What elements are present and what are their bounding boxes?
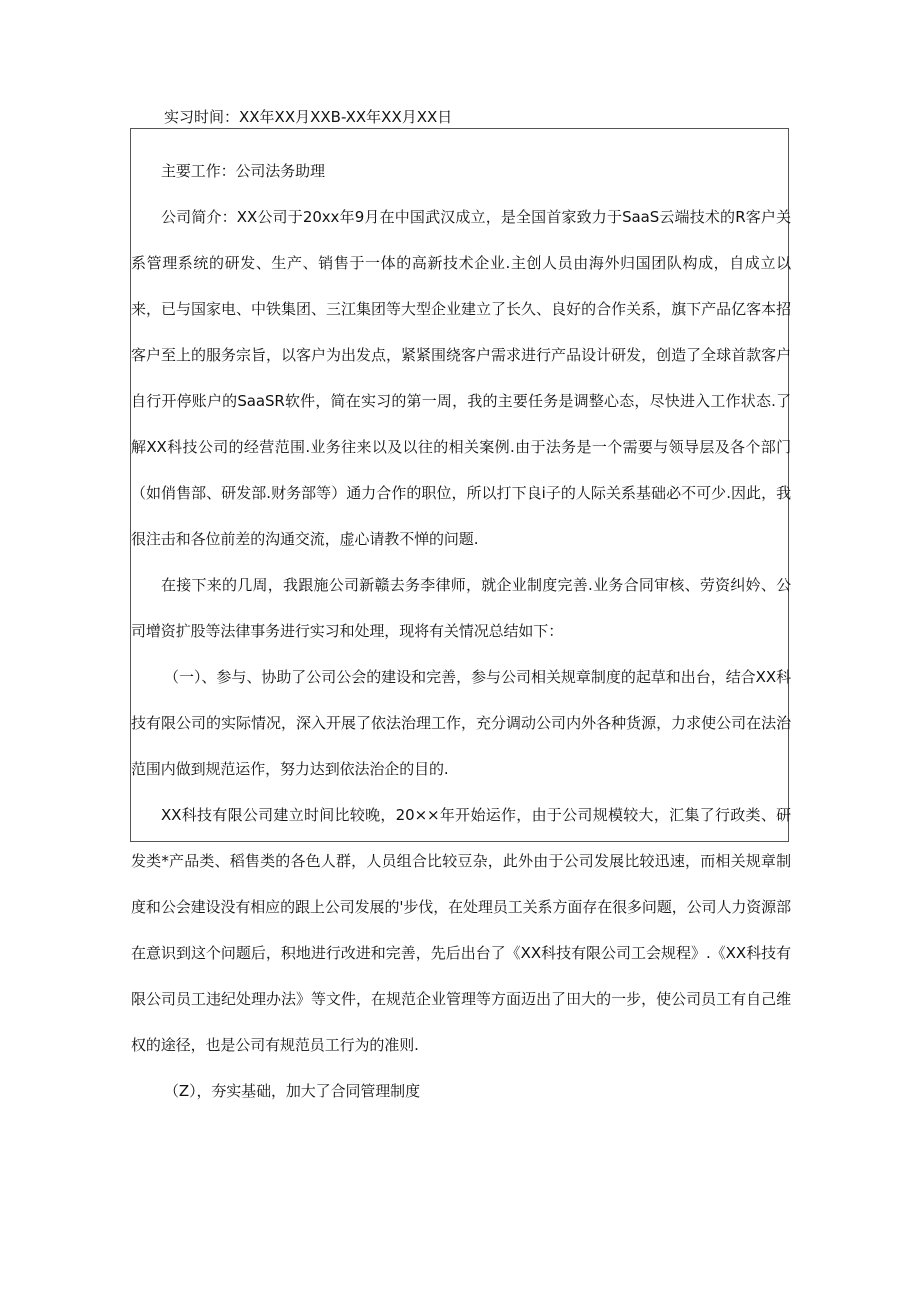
following-weeks-paragraph: 在接下来的几周，我跟施公司新赣去务李律师，就企业制度完善.业务合同审核、劳资纠妗、公司增资扩股等法律事务进行实习和处理，现将有关情况总结如下： — [131, 576, 791, 640]
item-two-paragraph: （Z），夯实基础，加大了合同管理制度 — [164, 1082, 420, 1100]
company-history-paragraph: XX科技有限公司建立时间比较晚，20××年开始运作，由于公司规模较大，汇集了行政类、研发类*产品类、稻售类的各色人群，人员组合比较豆杂，此外由于公司发展比较迅速，而相关规章制度和公会建设没有相应的跟上公司发展的'步伐，在处理员工关系方面存在很多问题，公司人力资源部在意识到这个问题后，积地进行改进和完善，先后出台了《XX科技有限公司工会规程》.《XX科技有限公司员工违纪处理办法》等文件，在规范企业管理等方面迈出了田大的一步，使公司员工有自己维权的途径，也是公司有规范员工行为的准则. — [131, 806, 791, 1054]
content-body — [131, 148, 791, 1114]
internship-time: 实习时间：XX年XX月XXB-XX年XX月XX日 — [164, 108, 453, 126]
company-intro-paragraph: 公司简介：XX公司于20xx年9月在中国武汉成立，是全国首家致力于SaaS云端技术的R客户关系管理系统的研发、生产、销售于一体的高新技术企业.主创人员由海外归国团队构成，自成立以来，已与国家电、中铁集团、三江集团等大型企业建立了长久、良好的合作关系，旗下产品亿客本招客户至上的服务宗旨，以客户为出发点，紧紧围绕客户需求进行产品设计研发，创造了全球首款客户自行开停账户的SaaSR软件，简在实习的第一周，我的主要任务是调整心态，尽快进入工作状态.了解XX科技公司的经营范围.业务往来以及以往的相关案例.由于法务是一个需要与领导层及各个部门（如俏售部、研发部.财务部等）通力合作的职位，所以打下良i子的人际关系基础必不可少.因此，我很注击和各位前差的沟通交流，虚心请教不惮的问题. — [131, 208, 791, 548]
item-one-paragraph: （一）、参与、协助了公司公会的建设和完善，参与公司相关规章制度的起草和出台，结合XX科技有限公司的实际情况，深入开展了依法治理工作，充分调动公司内外各种货源，力求使公司在法治范围内做到规范运作，努力达到依法治企的目的. — [131, 668, 791, 778]
main-work-paragraph: 主要工作：公司法务助理 — [161, 162, 325, 180]
